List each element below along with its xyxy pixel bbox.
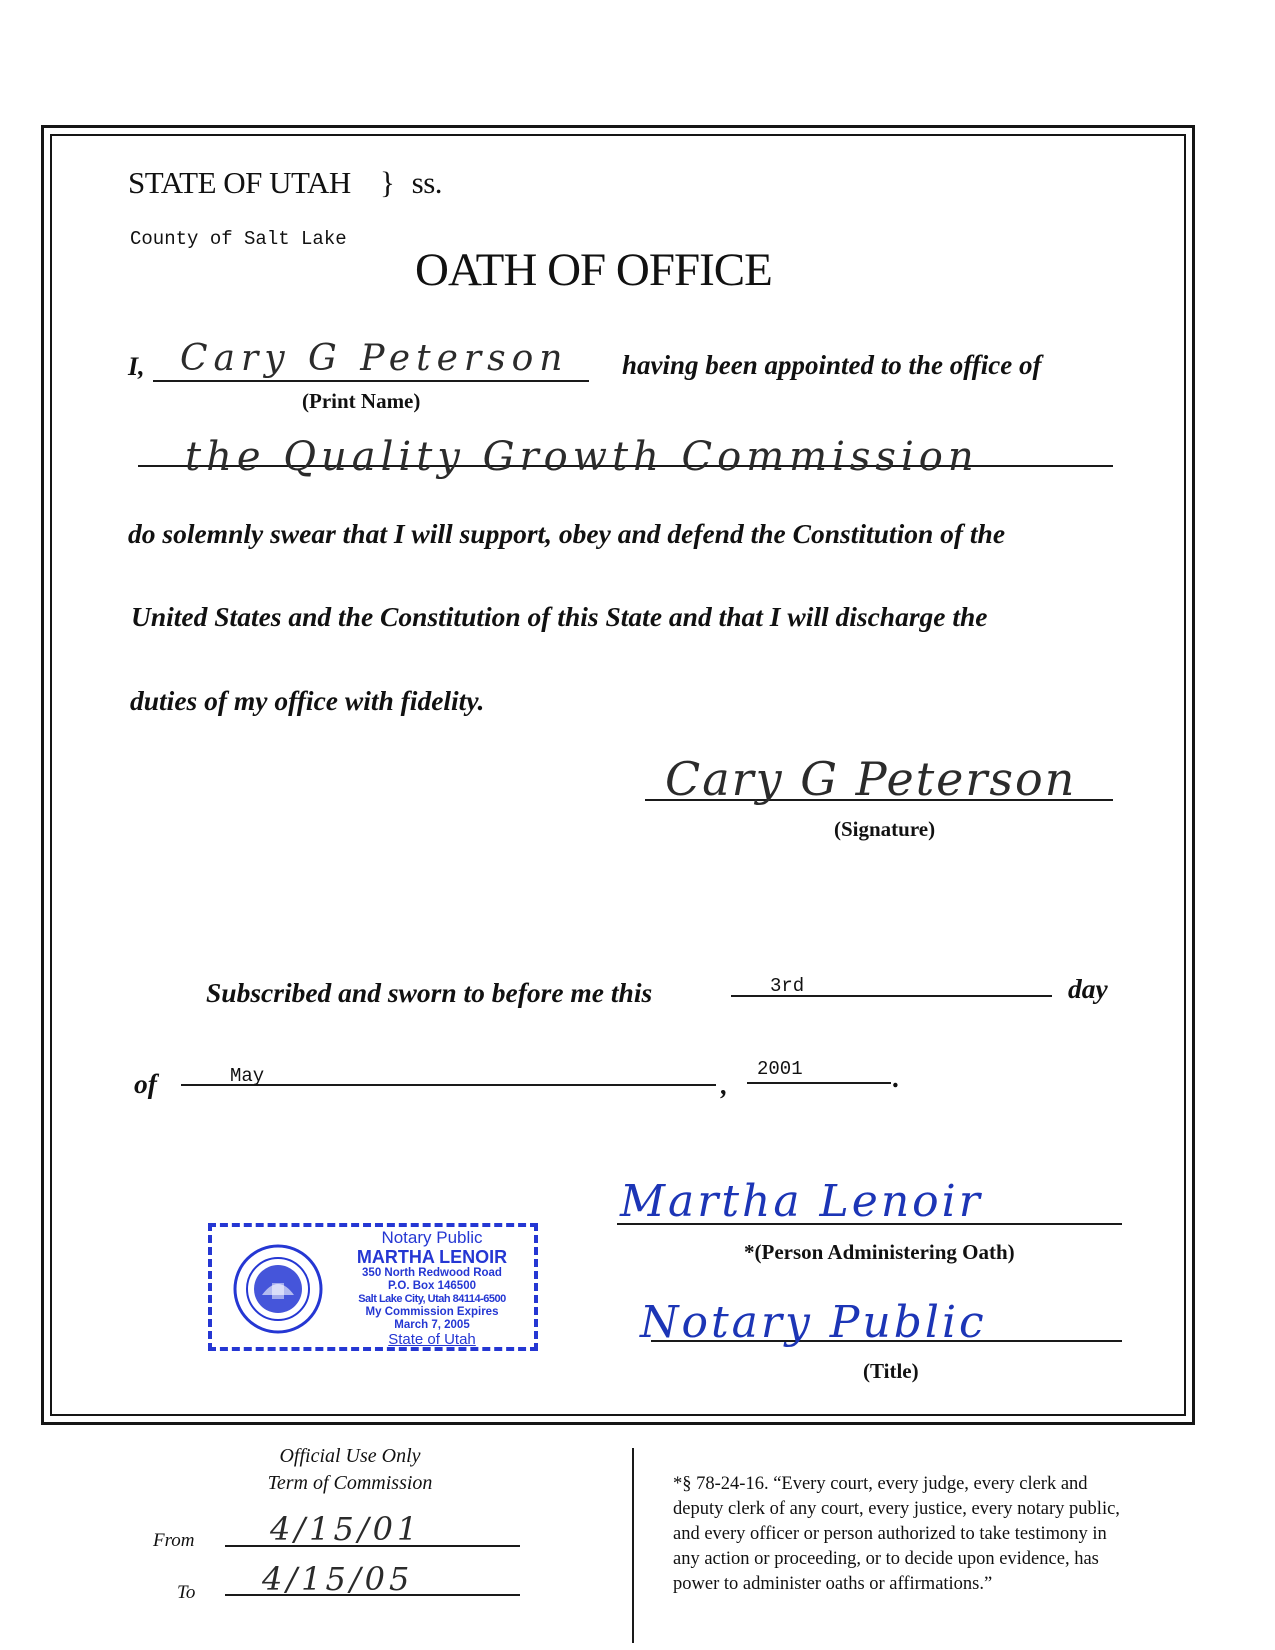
handwritten-name: Cary G Peterson: [180, 338, 569, 379]
term-label: Term of Commission: [267, 1472, 433, 1494]
day-label: day: [1068, 973, 1108, 1004]
of-label: of: [134, 1068, 157, 1099]
stamp-line-1: Notary Public: [381, 1228, 483, 1247]
handwritten-title: Notary Public: [640, 1297, 987, 1348]
page-title: OATH OF OFFICE: [415, 244, 772, 296]
title-caption: (Title): [863, 1359, 919, 1383]
seal-icon: [232, 1243, 324, 1335]
stamp-line-2: MARTHA LENOIR: [356, 1247, 508, 1267]
administrator-caption: *(Person Administering Oath): [744, 1240, 1015, 1264]
stamp-line-6: My Commission Expires: [365, 1306, 499, 1318]
month-value: May: [230, 1065, 265, 1087]
stamp-line-7: March 7, 2005: [394, 1319, 470, 1331]
ss-label: ss.: [411, 165, 443, 200]
oath-line-3: duties of my office with fidelity.: [130, 685, 485, 716]
comma: ,: [721, 1070, 728, 1100]
footer-divider: [632, 1448, 634, 1643]
stamp-line-8: State of Utah: [388, 1331, 476, 1348]
brace: }: [380, 165, 395, 200]
state-name: STATE OF UTAH: [128, 165, 351, 200]
handwritten-signature: Cary G Peterson: [665, 752, 1077, 806]
from-label: From: [153, 1530, 195, 1551]
footnote-line-3: and every officer or person authorized to take testimony in: [673, 1524, 1107, 1544]
oath-line-1: do solemnly swear that I will support, obey and defend the Constitution of the: [128, 518, 1006, 549]
signature-caption: (Signature): [834, 817, 936, 841]
footnote: [673, 1472, 1213, 1597]
print-name-caption: (Print Name): [302, 389, 421, 413]
sworn-text: Subscribed and sworn to before me this: [206, 977, 653, 1008]
official-use-block: [240, 1443, 460, 1497]
footnote-line-4: any action or proceeding, or to decide upon evidence, has: [673, 1549, 1099, 1569]
notary-stamp: [208, 1223, 538, 1351]
stamp-line-5: Salt Lake City, Utah 84114-6500: [358, 1293, 506, 1305]
oath-line-2: United States and the Constitution of this State and that I will discharge the: [131, 601, 988, 632]
day-value: 3rd: [770, 975, 805, 997]
period: .: [893, 1063, 900, 1093]
name-line: [153, 380, 589, 382]
administrator-signature: Martha Lenoir: [620, 1176, 983, 1227]
i-prefix: I,: [128, 352, 145, 381]
handwritten-office: the Quality Growth Commission: [185, 434, 979, 480]
footnote-line-2: deputy clerk of any court, every justice, every notary public,: [673, 1499, 1120, 1519]
official-use-label: Official Use Only: [279, 1445, 421, 1467]
year-line: [747, 1082, 891, 1084]
state-seal: [232, 1243, 324, 1335]
from-value: 4/15/01: [270, 1510, 422, 1548]
to-label: To: [177, 1582, 196, 1603]
appointed-text: having been appointed to the office of: [622, 350, 1042, 380]
county-line: County of Salt Lake: [130, 228, 347, 250]
stamp-line-3: 350 North Redwood Road: [362, 1267, 502, 1279]
year-value: 2001: [757, 1058, 803, 1080]
footnote-line-5: power to administer oaths or affirmations.”: [673, 1574, 993, 1594]
stamp-line-4: P.O. Box 146500: [387, 1280, 476, 1292]
state-heading: [128, 165, 442, 201]
footnote-line-1: *§ 78-24-16. “Every court, every judge, every clerk and: [673, 1474, 1088, 1494]
to-value: 4/15/05: [262, 1560, 414, 1598]
